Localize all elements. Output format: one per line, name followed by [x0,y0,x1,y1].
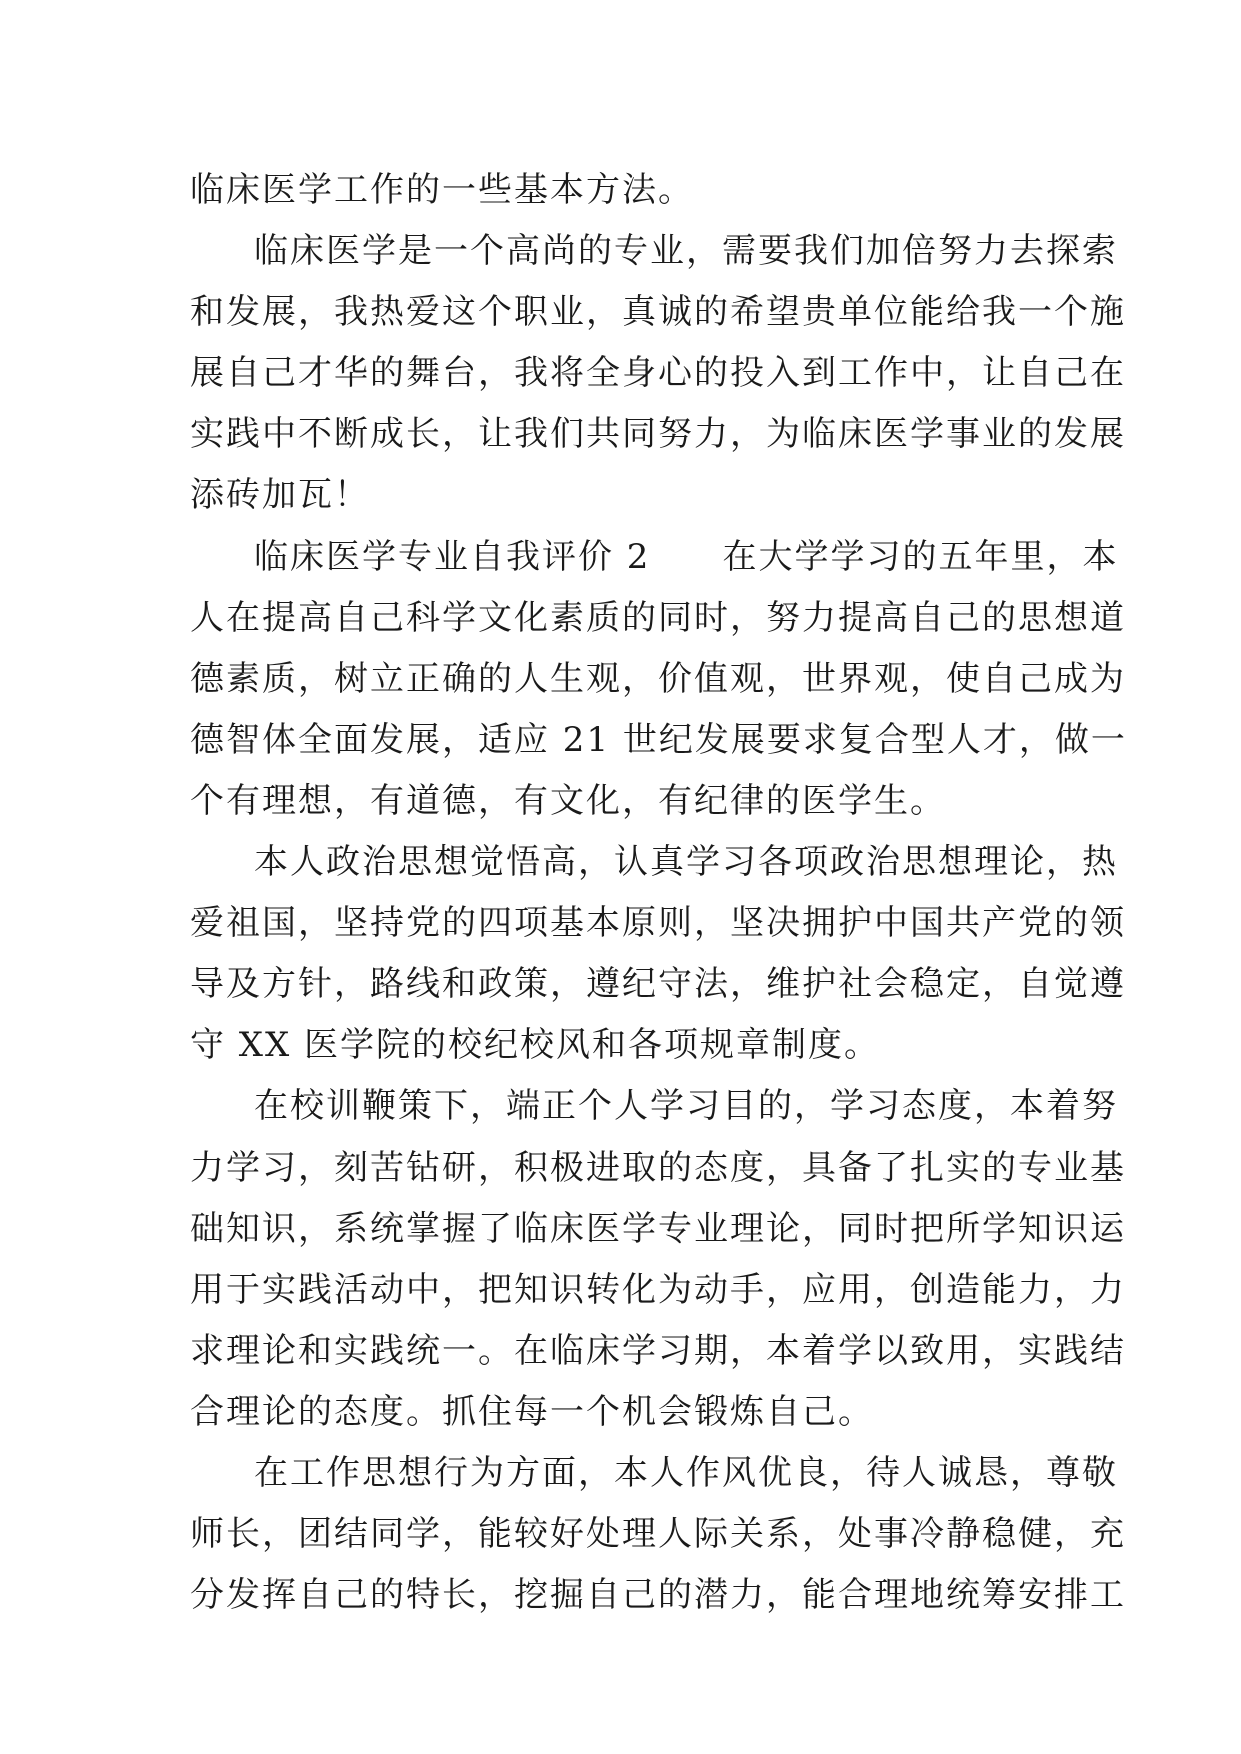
text-line: 础知识，系统掌握了临床医学专业理论，同时把所学知识运 [190,1208,1126,1249]
text-line: 临床医学工作的一些基本方法。 [190,170,694,210]
text-line: 本人政治思想觉悟高，认真学习各项政治思想理论，热 [254,842,1118,883]
document-body [190,160,1127,1626]
paragraph [190,221,1126,526]
paragraph [190,160,1050,221]
text-line: 人在提高自己科学文化素质的同时，努力提高自己的思想道 [190,597,1126,638]
text-line: 德素质，树立正确的人生观，价值观，世界观，使自己成为 [190,658,1126,699]
paragraph [190,1443,1126,1626]
text-line: 德智体全面发展，适应 21 世纪发展要求复合型人才，做一 [190,719,1127,760]
text-line: 实践中不断成长，让我们共同努力，为临床医学事业的发展 [190,414,1126,455]
text-line: 分发挥自己的特长，挖掘自己的潜力，能合理地统筹安排工 [190,1575,1126,1616]
paragraph [190,832,1126,1076]
text-line: 师长，团结同学，能较好处理人际关系，处事冷静稳健，充 [190,1514,1126,1555]
text-line: 个有理想，有道德，有文化，有纪律的医学生。 [190,780,946,821]
text-line: 和发展，我热爱这个职业，真诚的希望贵单位能给我一个施 [190,292,1126,333]
text-line: 求理论和实践统一。在临床学习期，本着学以致用，实践结 [190,1330,1126,1371]
text-line: 爱祖国，坚持党的四项基本原则，坚决拥护中国共产党的领 [190,903,1126,944]
text-line: 守 XX 医学院的校纪校风和各项规章制度。 [190,1025,881,1066]
text-line: 用于实践活动中，把知识转化为动手，应用，创造能力，力 [190,1269,1126,1310]
text-line: 导及方针，路线和政策，遵纪守法，维护社会稳定，自觉遵 [190,964,1126,1005]
paragraph [190,527,1127,832]
text-line: 在校训鞭策下，端正个人学习目的，学习态度，本着努 [254,1086,1118,1127]
paragraph [190,1076,1126,1443]
text-line: 临床医学是一个高尚的专业，需要我们加倍努力去探索 [254,231,1118,272]
text-line: 在工作思想行为方面，本人作风优良，待人诚恳，尊敬 [254,1452,1118,1493]
text-line: 添砖加瓦！ [190,475,370,516]
text-line: 展自己才华的舞台，我将全身心的投入到工作中，让自己在 [190,353,1126,394]
text-line: 临床医学专业自我评价 2 在大学学习的五年里，本 [254,536,1119,577]
text-line: 合理论的态度。抓住每一个机会锻炼自己。 [190,1391,874,1432]
text-line: 力学习，刻苦钻研，积极进取的态度，具备了扎实的专业基 [190,1147,1126,1188]
